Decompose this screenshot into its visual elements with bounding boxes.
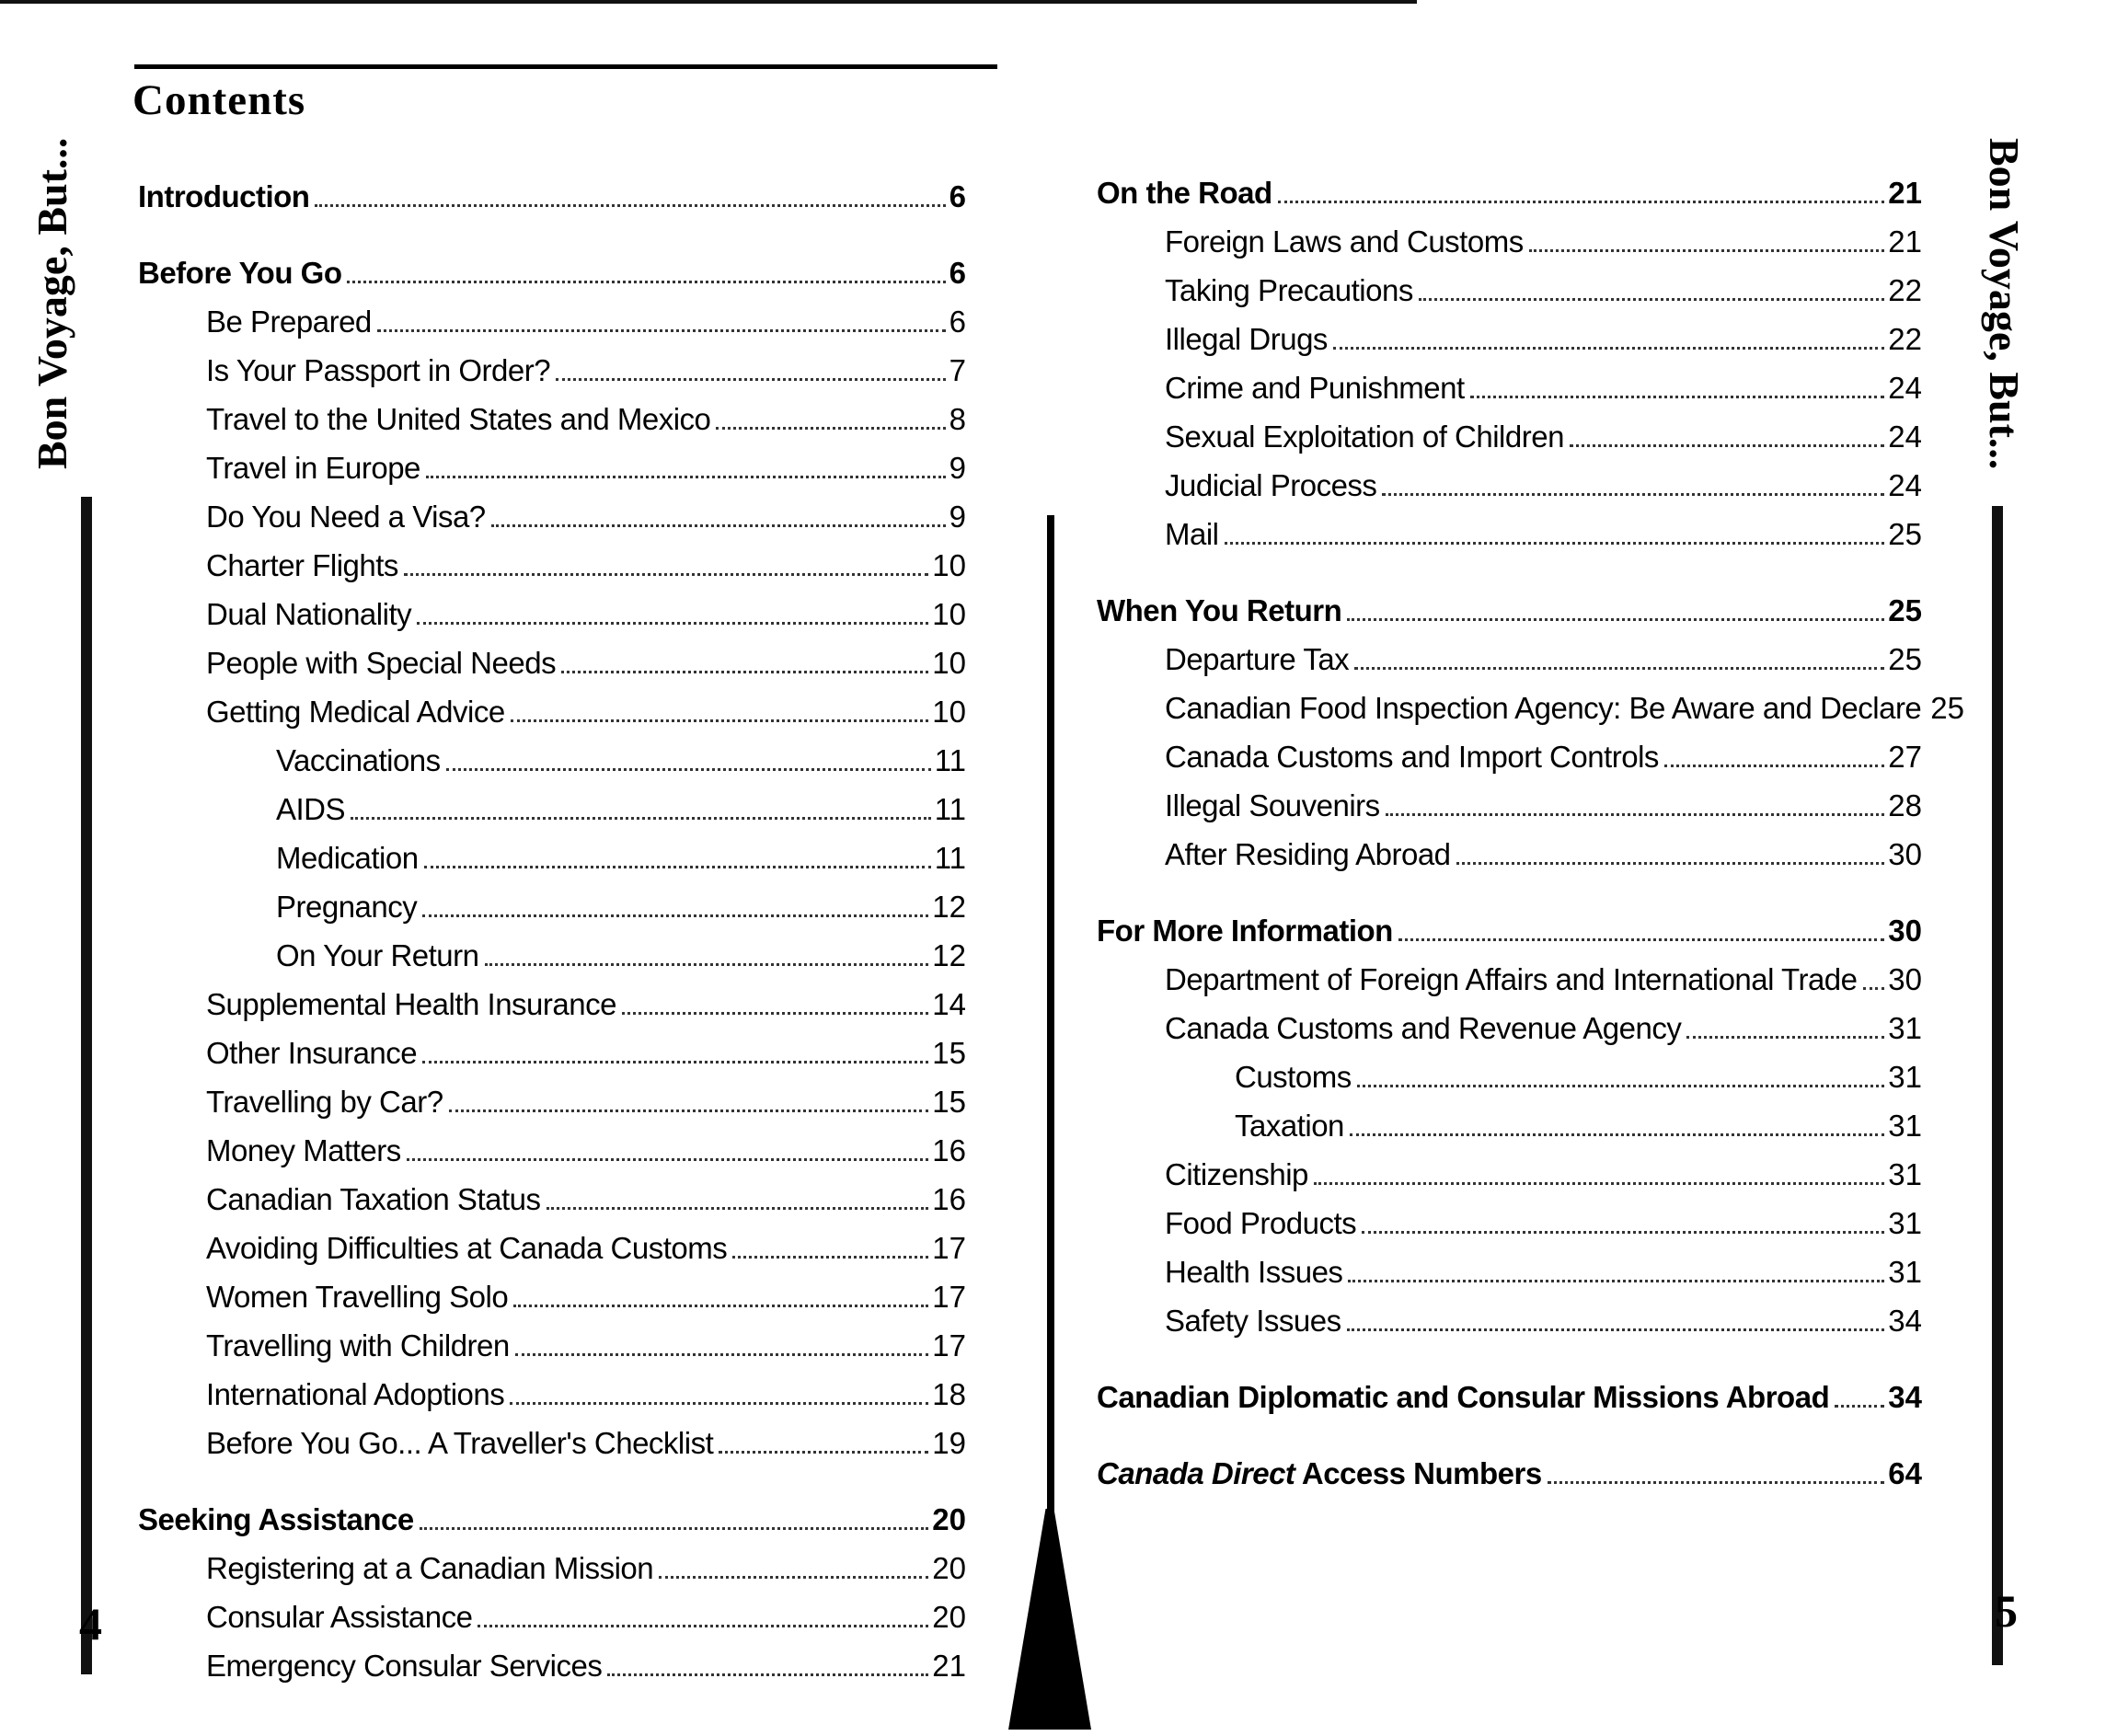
toc-entry-title-text: Before You Go... A Traveller's Checklist: [206, 1426, 714, 1460]
toc-entry-title: [1165, 1206, 1356, 1241]
toc-entry-title-text: Do You Need a Visa?: [206, 500, 486, 534]
toc-leader-dots: [377, 329, 946, 332]
toc-entry: [138, 1586, 966, 1635]
toc-leader-dots: [424, 866, 931, 868]
toc-entry-page: 31: [1888, 1206, 1922, 1240]
toc-entry-title: [1165, 962, 1858, 997]
toc-entry: [138, 1412, 966, 1461]
toc-entry-page: 10: [932, 597, 966, 631]
toc-entry-page: 10: [932, 695, 966, 729]
toc-leader-dots: [351, 817, 931, 820]
toc-entry-title: [206, 500, 486, 535]
toc-leader-dots: [1664, 765, 1884, 767]
toc-entry-page: 19: [932, 1426, 966, 1460]
toc-entry: [138, 632, 966, 681]
toc-entry-page: 25: [1888, 517, 1922, 551]
toc-entry-title-text: Introduction: [138, 179, 310, 213]
toc-leader-dots: [510, 1402, 928, 1405]
toc-entry-title-text: On Your Return: [276, 938, 479, 972]
toc-leader-dots: [511, 719, 929, 722]
toc-entry-title: [138, 1502, 414, 1537]
toc-entry: [138, 973, 966, 1022]
toc-entry: [138, 535, 966, 583]
toc-entry: [1097, 1192, 1922, 1241]
toc-entry-title-text: Citizenship: [1165, 1157, 1308, 1191]
toc-entry: [138, 827, 966, 876]
toc-entry: [1097, 580, 1922, 628]
toc-entry-title-text: Crime and Punishment: [1165, 371, 1465, 405]
toc-entry-title: [206, 1280, 508, 1315]
toc-entry: [1097, 308, 1922, 357]
toc-entry-page: 31: [1888, 1157, 1922, 1191]
toc-leader-dots: [1570, 444, 1884, 447]
toc-entry-title-text: Canada Customs and Import Controls: [1165, 740, 1659, 774]
toc-entry: [138, 681, 966, 730]
toc-entry-title-text: Seeking Assistance: [138, 1502, 414, 1536]
toc-entry-title-text: AIDS: [276, 792, 346, 826]
book-gutter-shadow: [1008, 1509, 1091, 1730]
toc-entry: [138, 1168, 966, 1217]
toc-entry-title: [1165, 740, 1659, 775]
toc-entry-title-text: Avoiding Difficulties at Canada Customs: [206, 1231, 728, 1265]
title-rule: [134, 64, 997, 69]
toc-leader-dots: [347, 281, 945, 283]
toc-entry-page: 8: [949, 402, 966, 436]
toc-entry-page: 9: [949, 500, 966, 534]
toc-entry-page: 17: [932, 1280, 966, 1314]
toc-entry-page: 34: [1888, 1380, 1922, 1414]
toc-leader-dots: [426, 476, 946, 478]
toc-entry-title-text: Foreign Laws and Customs: [1165, 224, 1524, 259]
toc-entry-title: [206, 1036, 417, 1071]
right-spine-title: Bon Voyage, But...: [1981, 138, 2028, 470]
toc-entry-title-text: Taking Precautions: [1165, 273, 1413, 307]
toc-entry: [138, 1635, 966, 1684]
toc-leader-dots: [1548, 1481, 1885, 1484]
toc-entry-page: 30: [1888, 962, 1922, 996]
toc-entry-title-text: Dual Nationality: [206, 597, 412, 631]
toc-entry-title-text: Vaccinations: [276, 743, 441, 777]
toc-leader-dots: [732, 1256, 928, 1259]
toc-entry-title: [276, 890, 417, 925]
toc-entry-page: 30: [1888, 837, 1922, 871]
toc-entry-title-text: Safety Issues: [1165, 1304, 1341, 1338]
toc-entry-title: [1165, 224, 1524, 259]
toc-entry-title: [1165, 691, 1921, 726]
toc-entry: [138, 1363, 966, 1412]
toc-leader-dots: [1333, 347, 1884, 350]
toc-leader-dots: [420, 1527, 929, 1530]
toc-entry-title-text: Mail: [1165, 517, 1219, 551]
toc-entry-title-text: Consular Assistance: [206, 1600, 473, 1634]
toc-leader-dots: [1314, 1182, 1884, 1185]
toc-entry-page: 31: [1888, 1109, 1922, 1143]
toc-entry-title: [206, 1182, 541, 1217]
toc-right-column: [1097, 162, 1965, 1491]
toc-entry-page: 24: [1888, 371, 1922, 405]
toc-entry-title-text: Money Matters: [206, 1133, 401, 1167]
toc-entry: [1097, 1095, 1922, 1144]
toc-entry-title-text: International Adoptions: [206, 1377, 505, 1411]
toc-entry-title-text: Emergency Consular Services: [206, 1649, 603, 1683]
toc-entry: [1097, 503, 1922, 552]
toc-leader-dots: [719, 1451, 928, 1454]
toc-entry: [138, 1537, 966, 1586]
toc-entry-title: [1165, 788, 1380, 823]
toc-leader-dots: [449, 1109, 929, 1112]
toc-entry-title-text: Supplemental Health Insurance: [206, 987, 616, 1021]
toc-entry-title: [1165, 371, 1465, 406]
toc-entry-title-text: For More Information: [1097, 914, 1393, 948]
toc-entry-title-text: Departure Tax: [1165, 642, 1350, 676]
toc-entry: [1097, 628, 1922, 677]
toc-entry-page: 18: [932, 1377, 966, 1411]
toc-entry-title-text: Pregnancy: [276, 890, 418, 924]
toc-entry-title: [1097, 914, 1393, 948]
toc-entry-title: [276, 743, 441, 778]
toc-entry-page: 16: [932, 1182, 966, 1216]
toc-entry: [1097, 677, 1965, 726]
left-spine-title: Bon Voyage, But...: [29, 137, 75, 469]
toc-entry-page: 6: [949, 179, 966, 213]
toc-entry-page: 27: [1888, 740, 1922, 774]
toc-leader-dots: [1357, 1085, 1885, 1087]
toc-leader-dots: [1529, 249, 1885, 252]
toc-entry-title-text: Other Insurance: [206, 1036, 418, 1070]
toc-entry: [1097, 948, 1922, 997]
toc-entry: [1097, 406, 1922, 454]
toc-entry-page: 17: [932, 1231, 966, 1265]
toc-entry: [138, 1120, 966, 1168]
toc-entry: [1097, 1241, 1922, 1290]
toc-leader-dots: [422, 1061, 928, 1063]
toc-entry-title: [206, 987, 616, 1022]
toc-entry-title-text: Sexual Exploitation of Children: [1165, 420, 1564, 454]
toc-entry-title-text: Illegal Drugs: [1165, 322, 1328, 356]
toc-leader-dots: [547, 1207, 929, 1210]
toc-entry: [138, 388, 966, 437]
toc-entry-title: [138, 256, 341, 291]
toc-entry-title-text: Canadian Diplomatic and Consular Missions Abroad: [1097, 1380, 1830, 1414]
toc-entry-page: 25: [1930, 691, 1965, 725]
toc-entry-page: 25: [1888, 593, 1922, 627]
toc-entry-title: [1165, 1011, 1681, 1046]
toc-leader-dots: [1350, 1133, 1884, 1136]
toc-entry-title-text: Customs: [1235, 1060, 1352, 1094]
toc-entry-title: [206, 1231, 727, 1266]
toc-entry: [1097, 454, 1922, 503]
toc-entry-title: [206, 1133, 401, 1168]
toc-entry-page: 31: [1888, 1060, 1922, 1094]
toc-entry-page: 11: [934, 792, 966, 826]
toc-entry-page: 11: [934, 841, 966, 875]
toc-leader-dots: [515, 1353, 929, 1356]
toc-leader-dots: [417, 622, 928, 625]
toc-entry: [1097, 1443, 1922, 1491]
toc-entry-page: 30: [1888, 914, 1922, 948]
toc-entry-title: [1165, 1255, 1342, 1290]
toc-entry: [1097, 211, 1922, 259]
toc-entry: [1097, 775, 1922, 823]
toc-entry-title-text: After Residing Abroad: [1165, 837, 1451, 871]
toc-entry: [1097, 997, 1922, 1046]
toc-entry-title: [206, 1649, 602, 1684]
toc-entry-title-text: Is Your Passport in Order?: [206, 353, 551, 387]
toc-entry-page: 20: [932, 1600, 966, 1634]
toc-entry-title-text: Food Products: [1165, 1206, 1357, 1240]
toc-entry-title-text: Travel in Europe: [206, 451, 420, 485]
toc-entry-title-text: People with Special Needs: [206, 646, 557, 680]
toc-entry-title: [1165, 1304, 1341, 1339]
toc-leader-dots: [1347, 1328, 1885, 1331]
toc-entry-title: [206, 353, 550, 388]
toc-leader-dots: [1382, 493, 1884, 496]
toc-entry-title: [276, 792, 345, 827]
toc-entry-title: [206, 695, 505, 730]
scan-top-edge: [0, 0, 1417, 4]
toc-entry: [138, 1071, 966, 1120]
toc-leader-dots: [1386, 813, 1885, 816]
toc-entry-title-text: On the Road: [1097, 176, 1272, 210]
toc-entry-page: 21: [932, 1649, 966, 1683]
toc-entry: [1097, 900, 1922, 948]
toc-entry-page: 6: [949, 305, 966, 339]
toc-entry-title-text: Before You Go: [138, 256, 342, 290]
toc-entry-title: [206, 1551, 653, 1586]
toc-entry-title: [206, 597, 411, 632]
toc-leader-dots: [607, 1673, 928, 1676]
toc-entry-title-text: Judicial Process: [1165, 468, 1377, 502]
toc-entry: [1097, 1046, 1922, 1095]
toc-entry: [138, 1489, 966, 1537]
toc-entry-page: 20: [932, 1551, 966, 1585]
toc-leader-dots: [1398, 938, 1884, 941]
toc-entry-title-text: Charter Flights: [206, 548, 398, 582]
toc-entry-title: [1165, 468, 1376, 503]
right-spine-bar: [1992, 506, 2003, 1665]
toc-leader-dots: [1470, 396, 1885, 398]
toc-entry-page: 14: [932, 987, 966, 1021]
toc-leader-dots: [556, 378, 946, 381]
book-gutter: [1047, 515, 1054, 1656]
page-title: Contents: [132, 76, 306, 124]
toc-entry-title-text: Access Numbers: [1295, 1456, 1542, 1490]
toc-entry: [1097, 1290, 1922, 1339]
toc-entry: [1097, 357, 1922, 406]
toc-leader-dots: [1686, 1036, 1884, 1039]
toc-entry-title: [206, 402, 710, 437]
toc-entry-page: 17: [932, 1328, 966, 1362]
toc-entry-title: [276, 841, 419, 876]
toc-entry-page: 22: [1888, 273, 1922, 307]
toc-entry: [138, 778, 966, 827]
toc-leader-dots: [1362, 1231, 1884, 1234]
toc-entry-page: 16: [932, 1133, 966, 1167]
toc-entry-title-text: Illegal Souvenirs: [1165, 788, 1380, 822]
toc-leader-dots: [1225, 542, 1885, 545]
toc-entry-title: [1097, 1380, 1829, 1415]
toc-entry-title: [1165, 322, 1328, 357]
toc-entry-page: 25: [1888, 642, 1922, 676]
toc-entry-page: 12: [932, 890, 966, 924]
toc-entry: [138, 166, 966, 214]
toc-entry-title-text: Canadian Food Inspection Agency: Be Aware and Declare: [1165, 691, 1922, 725]
toc-leader-dots: [491, 524, 946, 527]
toc-entry-page: 9: [949, 451, 966, 485]
toc-entry-title-text: When You Return: [1097, 593, 1342, 627]
toc-entry-page: 64: [1888, 1456, 1922, 1490]
toc-entry-page: 21: [1888, 176, 1922, 210]
toc-entry: [1097, 1144, 1922, 1192]
toc-leader-dots: [1347, 618, 1884, 621]
toc-leader-dots: [422, 914, 928, 917]
toc-leader-dots: [561, 671, 928, 673]
toc-leader-dots: [622, 1012, 928, 1015]
toc-entry: [138, 925, 966, 973]
toc-entry-title: [206, 1328, 510, 1363]
toc-entry-title-text: Registering at a Canadian Mission: [206, 1551, 654, 1585]
toc-entry: [138, 1315, 966, 1363]
left-page-number: 4: [79, 1598, 102, 1650]
toc-entry-page: 21: [1888, 224, 1922, 259]
toc-leader-dots: [404, 573, 928, 576]
toc-entry-page: 31: [1888, 1255, 1922, 1289]
toc-leader-dots: [1863, 987, 1885, 990]
toc-entry-title: [206, 1085, 443, 1120]
toc-entry-title-text: Taxation: [1235, 1109, 1344, 1143]
toc-leader-dots: [315, 204, 945, 207]
toc-entry: [138, 876, 966, 925]
toc-leader-dots: [1354, 667, 1884, 670]
toc-entry-title: [206, 1377, 504, 1412]
toc-entry: [1097, 726, 1922, 775]
toc-entry-page: 11: [934, 743, 966, 777]
toc-entry-title: [1235, 1109, 1344, 1144]
toc-entry: [138, 730, 966, 778]
toc-entry-title-text: Women Travelling Solo: [206, 1280, 509, 1314]
toc-entry-page: 34: [1888, 1304, 1922, 1338]
toc-entry: [138, 437, 966, 486]
toc-entry-page: 22: [1888, 322, 1922, 356]
toc-entry-page: 15: [932, 1036, 966, 1070]
toc-entry: [138, 486, 966, 535]
toc-entry: [138, 1022, 966, 1071]
toc-entry-title: [1165, 642, 1349, 677]
toc-entry-title: [1165, 837, 1451, 872]
toc-entry-title: [206, 548, 398, 583]
toc-entry-page: 15: [932, 1085, 966, 1119]
toc-entry-title: [138, 179, 309, 214]
toc-entry: [138, 583, 966, 632]
toc-entry-page: 12: [932, 938, 966, 972]
toc-entry-title-text: Medication: [276, 841, 419, 875]
toc-leader-dots: [1835, 1405, 1884, 1408]
toc-entry-page: 20: [932, 1502, 966, 1536]
toc-entry-page: 10: [932, 646, 966, 680]
toc-entry-title-text: Canadian Taxation Status: [206, 1182, 541, 1216]
toc-leader-dots: [1278, 201, 1885, 203]
toc-leader-dots: [446, 768, 931, 771]
toc-entry: [138, 1266, 966, 1315]
toc-entry-title: [276, 938, 479, 973]
toc-entry: [138, 242, 966, 291]
toc-entry-title: [1165, 517, 1219, 552]
toc-entry-title: [1165, 1157, 1308, 1192]
toc-entry-title-text: Getting Medical Advice: [206, 695, 505, 729]
toc-entry-title: [1097, 1456, 1542, 1491]
toc-entry-title: [1165, 420, 1564, 454]
toc-entry-title-text: Be Prepared: [206, 305, 372, 339]
toc-leader-dots: [1419, 298, 1884, 301]
left-spine-bar: [81, 497, 92, 1674]
toc-entry-title: [206, 1600, 472, 1635]
toc-entry-title: [1097, 593, 1341, 628]
toc-entry-title: [206, 1426, 713, 1461]
toc-entry-page: 24: [1888, 420, 1922, 454]
toc-entry-title-text: Canada Customs and Revenue Agency: [1165, 1011, 1682, 1045]
toc-left-column: [138, 166, 966, 1684]
toc-entry-title-italic: Canada Direct: [1097, 1456, 1295, 1490]
toc-entry-title: [1097, 176, 1272, 211]
toc-leader-dots: [513, 1305, 928, 1307]
toc-entry-title: [206, 451, 420, 486]
toc-entry-title-text: Health Issues: [1165, 1255, 1343, 1289]
toc-entry-title-text: Travel to the United States and Mexico: [206, 402, 711, 436]
toc-entry-page: 6: [949, 256, 966, 290]
right-page-number: 5: [1995, 1585, 2018, 1637]
toc-leader-dots: [716, 427, 945, 430]
toc-entry-page: 31: [1888, 1011, 1922, 1045]
toc-entry: [138, 1217, 966, 1266]
toc-leader-dots: [1456, 862, 1885, 865]
toc-entry-page: 24: [1888, 468, 1922, 502]
toc-leader-dots: [1348, 1280, 1884, 1282]
toc-entry: [1097, 823, 1922, 872]
toc-entry-title-text: Department of Foreign Affairs and International Trade: [1165, 962, 1858, 996]
toc-entry: [1097, 162, 1922, 211]
toc-entry-page: 7: [949, 353, 966, 387]
toc-entry: [1097, 1366, 1922, 1415]
toc-entry-title: [206, 305, 372, 339]
toc-entry-title: [206, 646, 556, 681]
toc-entry: [138, 339, 966, 388]
toc-entry-title-text: Travelling with Children: [206, 1328, 510, 1362]
toc-entry-page: 28: [1888, 788, 1922, 822]
toc-entry-page: 10: [932, 548, 966, 582]
toc-leader-dots: [478, 1625, 928, 1627]
toc-entry-title-text: Travelling by Car?: [206, 1085, 443, 1119]
toc-entry: [138, 291, 966, 339]
toc-leader-dots: [407, 1158, 929, 1161]
toc-entry-title: [1165, 273, 1413, 308]
toc-entry-title: [1235, 1060, 1352, 1095]
toc-leader-dots: [485, 963, 929, 966]
toc-entry: [1097, 259, 1922, 308]
toc-leader-dots: [659, 1576, 928, 1579]
